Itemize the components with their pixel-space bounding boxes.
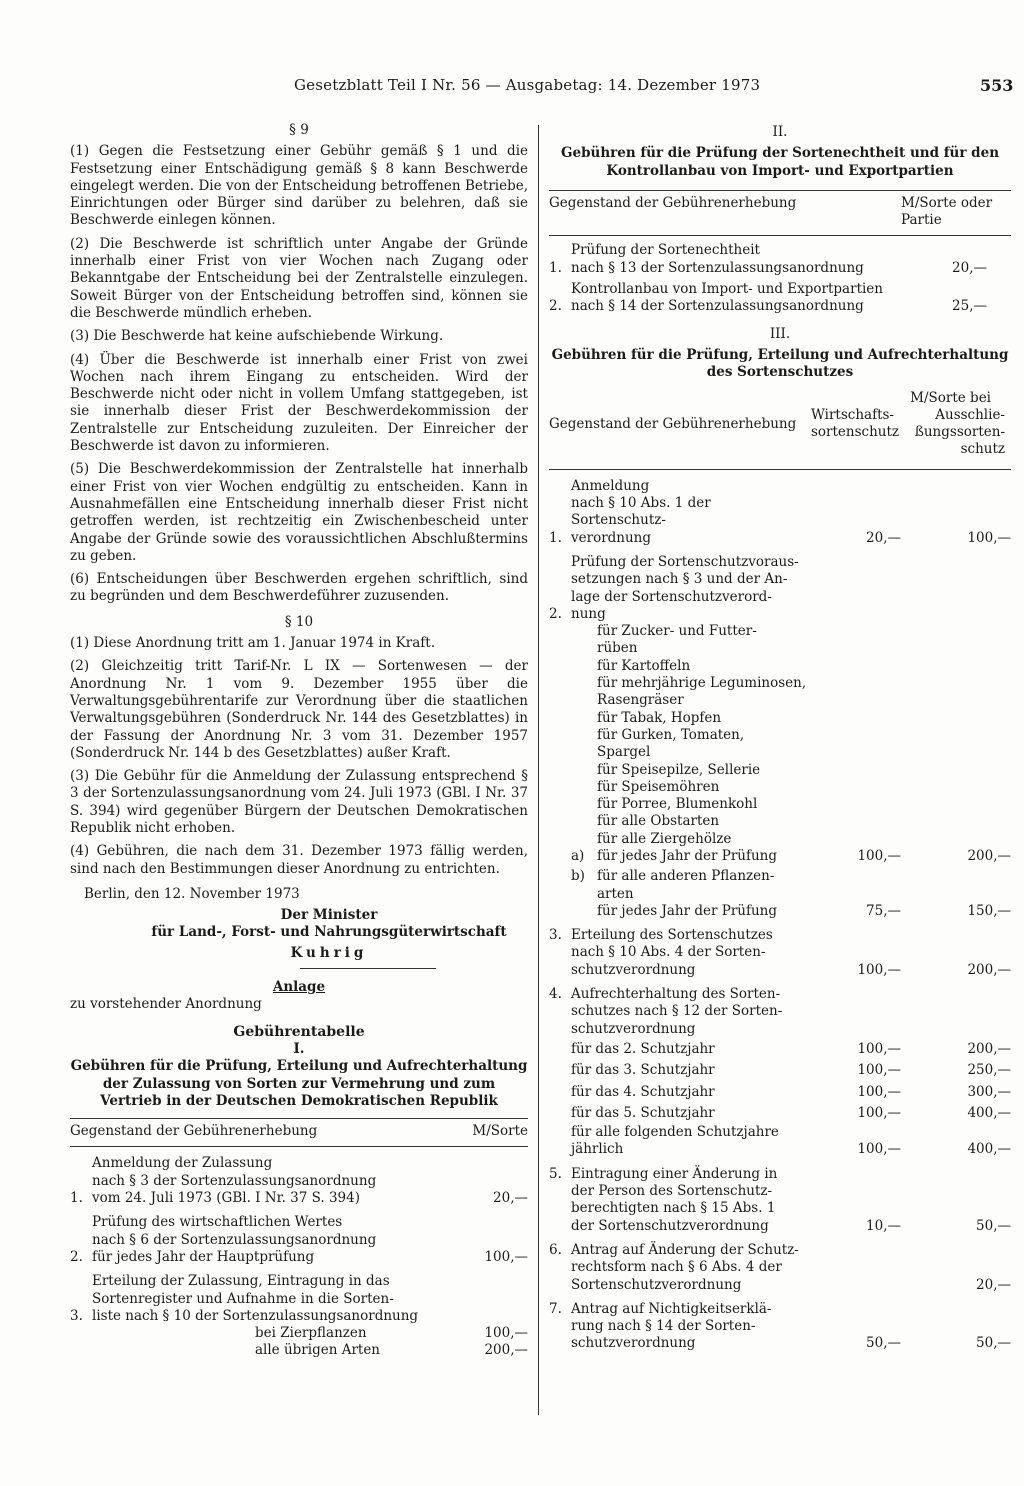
part1-row-2: 2. Prüfung des wirtschaftlichen Wertes nach § 6 der Sortenzulassungsanordnung für jedes Jahr der Hauptprüfung 100,— — [70, 1214, 528, 1265]
sec9-para-1: (1) Gegen die Festsetzung einer Gebühr gemäß § 1 und die Festsetzung einer Entschädigung gemäß § 8 kann Beschwerde eingelegt werden. Die von der Entscheidung betroffenen Betriebe, Einrichtungen oder Bürger sind darüber zu belehren, daß sie Beschwerde einlegen können. — [70, 143, 528, 229]
part1-col-subject: Gegenstand der Gebührenerhebung — [70, 1123, 318, 1140]
part3-item-6: 6. Antrag auf Änderung der Schutz- rechtsform nach § 6 Abs. 4 der Sortenschutzverordnung 20,— — [549, 1241, 1011, 1293]
part2-row-1: 1. Prüfung der Sortenechtheit nach § 13 der Sortenzulassungsanordnung 20,— — [549, 242, 987, 276]
section-10-title: § 10 — [284, 613, 314, 630]
sec10-para-4: (4) Gebühren, die nach dem 31. Dezember 1973 fällig werden, sind nach den Bestimmungen dieser Anordnung zu entrichten. — [70, 843, 528, 877]
signature-name: Kuhrig — [290, 944, 368, 961]
part1-fee-2: 100,— — [484, 1248, 528, 1265]
fee-table-title: Gebührentabelle — [233, 1023, 365, 1040]
signature-rule — [300, 968, 436, 969]
left-column — [70, 122, 528, 1360]
part1-fee-1: 20,— — [493, 1190, 528, 1207]
part3-header-row: Gegenstand der Gebührenerhebung M/Sorte bei Wirtschafts- sortenschutz Ausschlie- ßungssorten- schutz — [549, 389, 1005, 458]
anlage-subtitle: zu vorstehender Anordnung — [70, 996, 262, 1013]
sec10-para-1: (1) Diese Anordnung tritt am 1. Januar 1974 in Kraft. — [70, 635, 435, 652]
page-number: 553 — [980, 76, 1014, 95]
sec9-para-6: (6) Entscheidungen über Beschwerden ergehen schriftlich, sind zu begründen und dem Beschwerdeführer zuzusenden. — [70, 571, 528, 605]
part1-header-row — [70, 1119, 528, 1146]
part2-header-row: Gegenstand der Gebührenerhebung M/Sorte oder Partie — [549, 194, 993, 229]
part3-heading: Gebühren für die Prüfung, Erteilung und Aufrechterhaltung des Sortenschutzes — [551, 346, 1009, 381]
part3-roman: III. — [769, 325, 791, 342]
section-9-title: § 9 — [289, 122, 309, 138]
place-date: Berlin, den 12. November 1973 — [84, 885, 300, 902]
part1-col-fee: M/Sorte — [472, 1123, 528, 1140]
signature-line2: für Land-, Forst- und Nahrungsgüterwirtschaft — [151, 924, 507, 941]
part3-item-3: 3. Erteilung des Sortenschutzes nach § 10 Abs. 4 der Sorten- schutzverordnung 100,— 200,— — [549, 927, 1011, 978]
part3-item-5: 5. Eintragung einer Änderung in der Person des Sortenschutz- berechtigten nach § 15 Abs. 1 der Sortenschutzverordnung 10,— 50,— — [549, 1165, 1011, 1234]
part3-item-7: 7. Antrag auf Nichtigkeitserklä- rung nach § 14 der Sorten- schutzverordnung 50,— 50,— — [549, 1300, 1011, 1352]
part3-item-1: 1. Anmeldung nach § 10 Abs. 1 der Sortenschutz- verordnung 20,— 100,— — [549, 477, 1011, 546]
part2-roman: II. — [772, 124, 788, 140]
part1-roman: I. — [293, 1040, 305, 1057]
sec9-para-3: (3) Die Beschwerde hat keine aufschiebende Wirkung. — [70, 328, 444, 345]
sec9-para-4: (4) Über die Beschwerde ist innerhalb einer Frist von zwei Wochen nach ihrem Eingang zu entscheiden. Wird der Beschwerde nicht oder nicht in vollem Umfang stattgegeben, ist sie innerhalb dieser Frist der Beschwerdekommission der Zentralstelle zur Entscheidung zuzuleiten. Der Einreicher der Beschwerde ist davon zu informieren. — [70, 351, 528, 455]
sec9-para-5: (5) Die Beschwerdekommission der Zentralstelle hat innerhalb einer Frist von vier Wochen endgültig zu entscheiden. Kann in Ausnahmefällen eine Entscheidung innerhalb dieser Frist nicht getroffen werden, ist rechtzeitig ein Zwischenbescheid unter Angabe der Gründe sowie des voraussichtlichen Abschlußtermins zu geben. — [70, 461, 528, 564]
part2-row-2: 2. Kontrollanbau von Import- und Exportpartien nach § 14 der Sortenzulassungsanordnung 25,— — [549, 281, 987, 315]
part3-item-2: 2. Prüfung der Sortenschutzvoraus- setzungen nach § 3 und der An- lage der Sortenschutzverord- nung a) für Zucker- und Futter- rüben für Kartoffeln für mehrjährige Leguminosen, Rasengräser für Tabak, Hopfen für Gurken, Tomaten, Spargel für Speisepilze, Sellerie für Speisemöhren für Porree, Blumenkohl für alle Obstarten für alle Ziergehölze für jedes Jahr der Prüfung 100,— 200,— b) für alle anderen Pflanzen- arten für jedes Jahr der Prüfung 75,— 150,— — [549, 553, 1011, 919]
right-column — [549, 124, 1011, 1360]
part1-row-3a: bei Zierpflanzen 100,— — [255, 1325, 528, 1342]
header-title: Gesetzblatt Teil I Nr. 56 — Ausgabetag: 14. Dezember 1973 — [294, 76, 761, 94]
sec10-para-2: (2) Gleichzeitig tritt Tarif-Nr. L IX — Sortenwesen — der Anordnung Nr. 1 vom 9. Dezember 1955 über die Verwaltungsgebührentarife zur Verordnung über die staatlichen Verwaltungsgebühren (Sonderdruck Nr. 144 des Gesetzblattes) in der Fassung der Anordnung Nr. 3 vom 31. Dezember 1957 (Sonderdruck Nr. 144 b des Gesetzblattes) außer Kraft. — [70, 658, 528, 761]
part2-heading: Gebühren für die Prüfung der Sortenechtheit und für den Kontrollanbau von Import- und Exportpartien — [560, 145, 1000, 179]
part1-row-1: 1. Anmeldung der Zulassung nach § 3 der Sortenzulassungsanordnung vom 24. Juli 1973 (GBl. I Nr. 37 S. 394) 20,— — [70, 1155, 528, 1207]
part1-heading: Gebühren für die Prüfung, Erteilung und Aufrechterhaltung der Zulassung von Sorten zur Vermehrung und zum Vertrieb in der Deutschen Demokratischen Republik — [70, 1058, 528, 1109]
part1-row-3b: alle übrigen Arten 200,— — [255, 1342, 528, 1359]
signature-line1: Der Minister — [280, 907, 378, 924]
part3-item-4: 4. Aufrechterhaltung des Sorten- schutzes nach § 12 der Sorten- schutzverordnung für das 2. Schutzjahr 100,— 200,— für das 3. Schutzjahr 100,— 250,— für das 4. Schutzjahr 100,— 300,— für das 5. Schutzjahr 100,— 400,— für alle folgenden Schutzjahre jährlich 100,— 400,— — [549, 986, 1011, 1158]
sec9-para-2: (2) Die Beschwerde ist schriftlich unter Angabe der Gründe innerhalb einer Frist von vier Wochen nach Zugang oder Bekanntgabe der Entscheidung bei der Zentralstelle einzulegen. Soweit Bürger von der Entscheidung betroffen sind, können sie die Beschwerde mündlich erheben. — [70, 235, 528, 321]
column-divider — [538, 125, 539, 1415]
part1-row-3: 3. Erteilung der Zulassung, Eintragung in das Sortenregister und Aufnahme in die Sorten- liste nach § 10 der Sortenzulassungsanordnung — [70, 1273, 419, 1324]
page-header — [0, 77, 1024, 101]
sec10-para-3: (3) Die Gebühr für die Anmeldung der Zulassung entsprechend § 3 der Sortenzulassungsanordnung vom 24. Juli 1973 (GBl. I Nr. 37 S. 394) wird gegenüber Bürgern der Deutschen Demokratischen Republik nicht erhoben. — [70, 768, 528, 836]
anlage-title: Anlage — [272, 979, 326, 996]
